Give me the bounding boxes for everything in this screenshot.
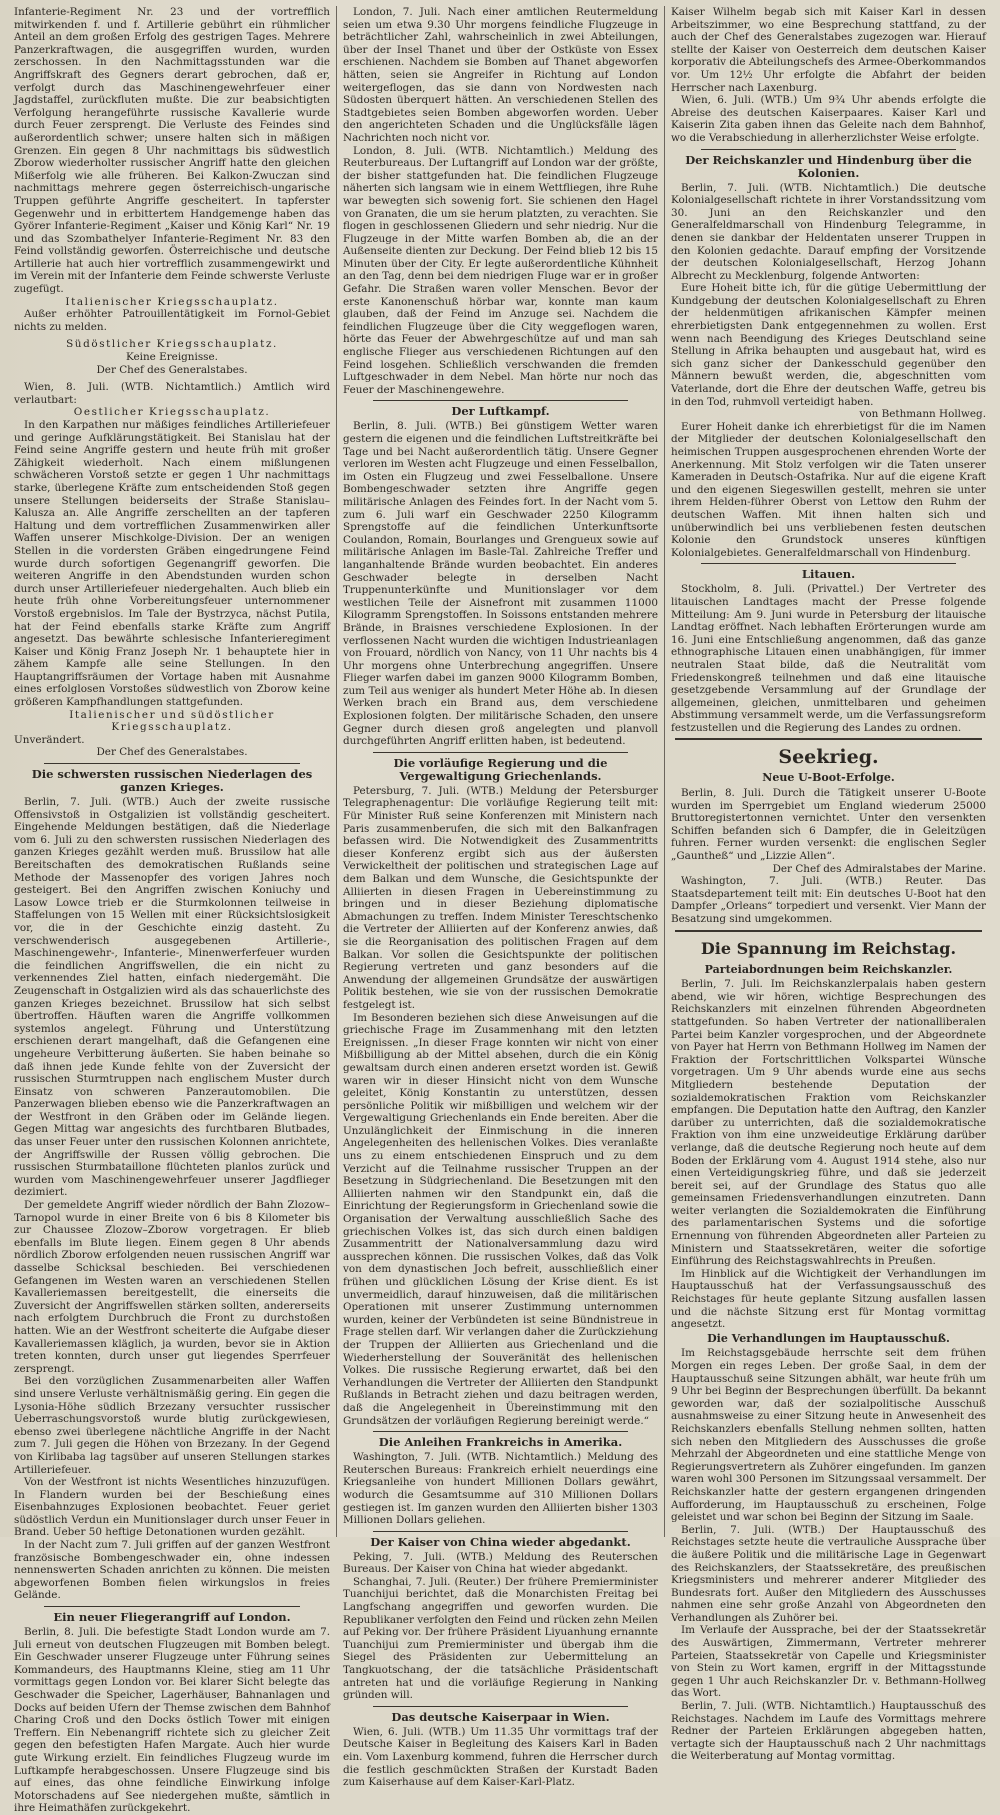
divider bbox=[373, 400, 628, 401]
article-paragraph: Keine Ereignisse. bbox=[126, 351, 218, 364]
article-paragraph: Der gemeldete Angriff wieder nördlich der Bahn Zlozow–Tarnopol wurde in einer Breite von 6 bis 8 Kilometer bis zur Chaussee Zlozow–Zborow vorgetragen. Er blieb ebenfalls im Blute liegen. Einem gegen 8 Uhr abends nördlich Zborow erfolgenden neuen russischen Angriff war dasselbe Schicksal beschieden. Bei verschiedenen Gefangenen im Westen waren an verschiedenen Stellen Kavalleriemassen bereitgestellt, die einerseits die Zuversicht der Angriffswellen stärken sollten, andererseits nach erfolgtem Durchbruch die Front zu durchstoßen hatten. Wie an der Westfront scheiterte die Aufgabe dieser Kavalleriemassen kläglich, ja wurden, bevor sie in Aktion treten konnten, durch unser gut liegendes Sperrfeuer zersprengt. bbox=[14, 1199, 330, 1375]
article-paragraph: Im Verlaufe der Aussprache, bei der der Staatssekretär des Auswärtigen, Zimmermann, Vertreter mehrerer Parteien, Staatssekretär von Capelle und Kriegsminister von Stein zu Wort kamen, ergriff in der Mittagsstunde gegen 1 Uhr auch Reichskanzler Dr. v. Bethmann-Hollweg das Wort. bbox=[671, 1624, 986, 1700]
article-paragraph: Berlin, 8. Juli. (WTB.) Bei günstigem Wetter waren gestern die eigenen und die feindlichen Luftstreitkräfte bei Tage und bei Nacht außerordentlich tätig. Unsere Gegner verloren im Westen acht Flugzeuge und einen Fesselballon, im Osten ein Flugzeug und zwei Fesselballone. Unsere Bombengeschwader setzten ihre Angriffe gegen militärische Anlagen des Feindes fort. In der Nacht vom 5. zum 6. Juli warf ein Geschwader 2250 Kilogramm Sprengstoffe auf die feindlichen Unterkunftsorte Coulandon, Romain, Bourlanges und Grengueux sowie auf militärische Anlagen im Basle-Tal. Zahlreiche Treffer und langanhaltende Brände wurden beobachtet. Ein anderes Geschwader belegte in derselben Nacht Truppenunterkünfte und Munitionslager vor dem westlichen Teile der Aisnefront mit zusammen 11000 Kilogramm Sprengstoffen. In Soissons entstanden mehrere Brände, in Braisnes verschiedene Explosionen. In der verflossenen Nacht wurden die wichtigen Industrieanlagen von Frouard, nördlich von Nancy, von 11 Uhr nachts bis 4 Uhr morgens ohne Unterbrechung angegriffen. Unsere Flieger warfen dabei im ganzen 9000 Kilogramm Bomben, zum Teil aus weniger als hundert Meter Höhe ab. In diesen Werken brach ein Brand aus, dem verschiedene Explosionen folgten. Der militärische Schaden, den unsere Gegner durch diesen groß angelegten und planvoll durchgeführten Angriff erlitten haben, ist bedeutend. bbox=[343, 420, 658, 748]
article-paragraph: Bei den vorzüglichen Zusammenarbeiten aller Waffen sind unsere Verluste verhältnismäßig gering. Ein gegen die Lysonia-Höhe südlich Brzezany versuchter russischer Ueberraschungsvorstoß wurde blutig zurückgewiesen, ebenso zwei überlegene nächtliche Angriffe in der Nacht zum 7. Juli gegen die Höhen von Brzezany. In der Gegend von Kirlibaba lag tagsüber auf unseren Stellungen starkes Artilleriefeuer. bbox=[14, 1375, 330, 1476]
article-paragraph: Eurer Hoheit danke ich ehrerbietigst für die im Namen der Mitglieder der deutschen Kolonialgesellschaft den heimischen Truppen ausgesprochenen ehrenden Worte der Anerkennung. Mit Stolz verfolgen wir die Taten unserer Kameraden in Deutsch-Ostafrika. Nur auf die eigene Kraft und den eigenen Siegeswillen gestellt, mehren sie unter ihrem Helden-führer Oberst von Lettow den Ruhm der deutschen Waffen. Mit ihnen halten sich und unüberwindlich bei uns verbliebenen festen deutschen Kolonie den Grundstock unseres künftigen Kolonialgebietes. Generalfeldmarschall von Hindenburg. bbox=[671, 420, 986, 559]
section-heading: Oestlicher Kriegsschauplatz. bbox=[73, 406, 271, 419]
article-headline: Der Reichskanzler und Hindenburg über die Kolonien. bbox=[685, 152, 972, 180]
article-paragraph: Im Besonderen beziehen sich diese Anweisungen auf die griechische Frage im Zusammenhang mit den letzten Ereignissen. „In dieser Frage konnten wir nicht von einer Mißbilligung ab der Mittel absehen, durch die ein König gewaltsam durch einen anderen ersetzt worden ist. Gewiß waren wir in dieser Hinsicht nicht von dem Wunsche geleitet, König Konstantin zu unterstützen, dessen persönliche Politik wir mißbilligen und welchem wir der Vergewaltigung Griechenlands ein Ende bereiten. Aber die Unzulänglichkeit der Einmischung in die inneren Angelegenheiten des hellenischen Volkes. Dies veranlaßte uns zu einem entschiedenen Einspruch und zu dem Verzicht auf die Teilnahme russischer Truppen an der Besetzung in Südgriechenland. Die Besetzungen mit den Alliierten nahmen wir den Standpunkt ein, daß die Einrichtung der Regierungsform in Griechenland sowie die Organisation der Verwaltung ausschließlich Sache des griechischen Volkes ist, das sich durch einen baldigen Zusammentritt der Nationalversammlung dazu wird aussprechen können. Die russischen Volkes, daß das Volk von dem dynastischen Joch befreit, ausschließlich einer frühen und glücklichen Lösung der Krise dient. Es ist unvermeidlich, darauf hinzuweisen, daß die militärischen Operationen mit unserer Zustimmung unternommen wurden, keiner der Verbündeten ist seine Bündnistreue in Frage stellen darf. Wir verlangen daher die Zurückziehung der Truppen der Alliierten aus Griechenland und die Wiederherstellung der Souveränität des hellenischen Volkes. Die russische Regierung erwartet, daß bei den Verhandlungen die Vertreter der Alliierten den Standpunkt Rußlands in Betracht ziehen und dazu beitragen werden, daß die Angelegenheit in Übereinstimmung mit den Grundsätzen der vorläufigen Regierung bereinigt werde.“ bbox=[343, 1011, 658, 1427]
divider bbox=[701, 149, 956, 150]
signature: Der Chef des Admiralstabes der Marine. bbox=[772, 862, 986, 875]
article-paragraph: Von der Westfront ist nichts Wesentliches hinzuzufügen. In Flandern wurden bei der Beschießung eines Eisenbahnzuges Explosionen beobachtet. Feuer geriet südöstlich Verdun ein Munitionslager durch unser Feuer in Brand. Ueber 50 heftige Detonationen wurden gezählt. bbox=[14, 1476, 330, 1539]
section-heading: Südöstlicher Kriegsschauplatz. bbox=[66, 338, 278, 351]
article-paragraph: Berlin, 7. Juli. Im Reichskanzlerpalais haben gestern abend, wie wir hören, wichtige Besprechungen des Reichskanzlers mit einzelnen führenden Abgeordneten stattgefunden. So haben Vertreter der nationalliberalen Partei beim Kanzler vorgesprochen, und der Abgeordnete von Payer hat Herrn von Bethmann Hollweg im Namen der Fraktion der Fortschrittlichen Volkspartei Wünsche vorgetragen. Um 9 Uhr abends wurde eine aus sechs Mitgliedern bestehende Deputation der sozialdemokratischen Fraktion vom Reichskanzler empfangen. Die Deputation hatte den Auftrag, den Kanzler darüber zu unterrichten, daß die sozialdemokratische Fraktion von ihm eine unzweideutige Erklärung darüber verlange, daß die deutsche Regierung noch heute auf dem Boden der Erklärung vom 4. August 1914 stehe, also nur einen Verteidigungskrieg führe, und daß sie jederzeit bereit sei, auf der Grundlage des Status quo alle gemeinsamen Friedensverhandlungen einzutreten. Dann weiter verlangten die Sozialdemokraten die Einführung des parlamentarischen Systems und die sofortige Ernennung von führenden Abgeordneten aller Parteien zu Ministern und Staatssekretären, weiter die sofortige Einführung des Reichstagswahlrechts in Preußen. bbox=[671, 978, 986, 1268]
article-paragraph: Berlin, 7. Juli. (WTB.) Auch der zweite russische Offensivstoß in Ostgalizien ist vollständig gescheitert. Eingehende Meldungen bestätigen, daß die Niederlage vom 6. Juli zu den schwersten russischen Niederlagen des ganzen Krieges gezählt werden muß. Brussilow hat alle Bereitschaften des demokratischen Rußlands seine Methode der Massenopfer des vorigen Jahres noch gesteigert. Bei den Angriffen zwischen Koniuchy und Lasow Lowce trieb er die Sturmkolonnen teilweise in Staffelungen von 15 Wellen mit einer Rücksichtslosigkeit vor, die in der Geschichte einzig dasteht. Zu verschwenderisch ausgegebenen Artillerie-, Maschinengewehr-, Infanterie-, Minenwerferfeuer wurden die feindlichen Angriffswellen, die ein nicht zu verkennendes Ziel hatten, einfach niedergemäht. Die Zeugenschaft in Ostgalizien wird als das schauerlichste des ganzen Krieges bezeichnet. Brussilow hat sich selbst übertroffen. Häuften waren die Angriffe vollkommen systemlos angelegt. Führung und Unterstützung erschienen derart mangelhaft, daß die Gefangenen eine ungeheure Verbitterung äußerten. Sie haben beinahe so daß ihnen jede Kunde fehlte von der Zuversicht der russischen Sturmtruppen nach englischem Muster durch Einsatz von schweren Panzerautomobilen. Die Panzerwagen blieben ebenso wie die Panzerkraftwagen an der Westfront in den Gräben oder im Gelände liegen. Gegen Mittag war angesichts des furchtbaren Blutbades, das unser Feuer unter den russischen Kolonnen anrichtete, der Angriffswille der Russen völlig gebrochen. Die russischen Sturmbataillone flüchteten planlos zurück und wurden vom Maschinengewehrfeuer unserer Jagdflieger dezimiert. bbox=[14, 796, 330, 1199]
divider bbox=[373, 1706, 628, 1707]
article-paragraph: Berlin, 8. Juli. Durch die Tätigkeit unserer U-Boote wurden im Sperrgebiet um England wiederum 25000 Bruttoregistertonnen vernichtet. Unter den versenkten Schiffen befanden sich 6 Dampfer, die in Geleitzügen fuhren. Ferner wurden versenkt: die englischen Segler „Gauntheß“ und „Lizzie Allen“. bbox=[671, 787, 986, 863]
article-paragraph: Wien, 6. Juli. (WTB.) Um 9¾ Uhr abends erfolgte die Abreise des deutschen Kaiserpaares. Kaiser Karl und Kaiserin Zita gaben ihnen das Geleite nach dem Bahnhof, wo die Verabschiedung in allerherzlichster Weise erfolgte. bbox=[671, 94, 986, 144]
section-headline: Seekrieg. bbox=[778, 746, 879, 769]
article-paragraph: Washington, 7. Juli. (WTB.) Reuter. Das Staatsdepartement teilt mit: Ein deutsches U-Boot hat den Dampfer „Orleans“ torpediert und versenkt. Vier Mann der Besatzung sind umgekommen. bbox=[671, 875, 986, 925]
divider bbox=[675, 930, 982, 932]
article-paragraph: Wien, 6. Juli. (WTB.) Um 11.35 Uhr vormittags traf der Deutsche Kaiser in Begleitung des Kaisers Karl in Baden ein. Vom Laxenburg kommend, fuhren die Herrscher durch die festlich geschmückten Straßen der Kurstadt Baden zum Kaiserhause auf dem Kaiser-Karl-Platz. bbox=[343, 1725, 658, 1789]
article-paragraph: Berlin, 8. Juli. Die befestigte Stadt London wurde am 7. Juli erneut von deutschen Flugzeugen mit Bomben belegt. Ein Geschwader unserer Flugzeuge unter Führung seines Kommandeurs, des Hauptmanns Kleine, stieg am 11 Uhr vormittags gegen London vor. Bei klarer Sicht belegte das Geschwader die Speicher, Lagerhäuser, Bahnanlagen und Docks auf beiden Ufern der Themse zwischen dem Bahnhof Charing Croß und den Docks östlich Tower mit einigen Treffern. Ein Nebenangriff richtete sich zu gleicher Zeit gegen den befestigten Hafen Margate. Auch hier wurde gute Wirkung erzielt. Ein feindliches Flugzeug wurde im Luftkampfe herabgeschossen. Unsere Flugzeuge sind bis auf eines, das ohne feindliche Einwirkung infolge Motorschadens auf See niedergehen mußte, sämtlich in ihre Heimathäfen zurückgekehrt. bbox=[14, 1626, 330, 1815]
article-paragraph: Im Hinblick auf die Wichtigkeit der Verhandlungen im Hauptausschuß hat der Verfassungsausschuß des Reichstages für heute geplante Sitzung ausfallen lassen und die nächste Sitzung erst für Montag vormittag angesetzt. bbox=[671, 1267, 986, 1331]
article-paragraph: In der Nacht zum 7. Juli griffen auf der ganzen Westfront französische Bombengeschwader ein, ohne indessen nennenswerten Schaden anrichten zu können. Die meisten abgeworfenen Bomben fielen wirkungslos in freies Gelände. bbox=[14, 1539, 330, 1602]
divider bbox=[675, 738, 982, 740]
article-paragraph: Infanterie-Regiment Nr. 23 und der vortrefflich mitwirkenden f. und f. Artillerie gebührt ein rühmlicher Anteil an dem großen Erfolg des gestrigen Tages. Mehrere Panzerkraftwagen, die ausgegriffen wurden, wurden zerschossen. In den Nachmittagsstunden war die Angriffskraft des Gegners derart gebrochen, daß er, verfolgt durch das Maschinengewehrfeuer einer Jagdstaffel, zurückfluten mußte. Die zur beabsichtigten Verfolgung herangeführte russische Kavallerie wurde durch Feuer zersprengt. Die Verluste des Feindes sind außerordentlich schwer; unsere halten sich in mäßigen Grenzen. Ein gegen 8 Uhr nachmittags bis südwestlich Zborow wiederholter russischer Angriff hatte den gleichen Mißerfolg wie alle früheren. Bei Kalkon-Zwuczan sind nachmittags mehrere gegen österreichisch-ungarische Truppen geführte Angriffe gescheitert. In tapferster Gegenwehr und in erbittertem Handgemenge haben das Györer Infanterie-Regiment „Kaiser und König Karl“ Nr. 19 und das Szombathelyer Infanterie-Regiment Nr. 83 den Feind vollständig geworfen. Österreichische und deutsche Artillerie hat auch hier vortrefflich zusammengewirkt und im Verein mit der Infanterie dem Feinde schwerste Verluste zugefügt. bbox=[14, 6, 330, 296]
article-paragraph: Wien, 8. Juli. (WTB. Nichtamtlich.) Amtlich wird verlautbart: bbox=[14, 381, 330, 406]
article-paragraph: London, 7. Juli. Nach einer amtlichen Reutermeldung seien um etwa 9.30 Uhr morgens feindliche Flugzeuge in beträchtlicher Zahl, wahrscheinlich in zwei Abteilungen, über der Insel Thanet und über der Ostküste von Essex erschienen. Nachdem sie Bomben auf Thanet abgeworfen hätten, seien sie Angreifer in Richtung auf London weitergeflogen, das sie dann von Nordwesten nach Südosten überquert hätten. An verschiedenen Stellen des Stadtgebietes seien Bomben abgeworfen worden. Ueber den angerichteten Schaden und die Unglücksfälle lägen Nachrichten noch nicht vor. bbox=[343, 6, 658, 144]
article-paragraph: Im Reichstagsgebäude herrschte seit dem frühen Morgen ein reges Leben. Der große Saal, in dem der Hauptausschuß seine Sitzungen abhält, war heute früh um 9 Uhr bei Beginn der Besprechungen überfüllt. Da bekannt geworden war, daß der sozialpolitische Ausschuß ausnahmsweise zu einer Sitzung heute in Anwesenheit des Reichskanzlers ebenfalls Stellung nehmen sollten, hatten sich neben den Mitgliedern des Ausschusses die große Mehrzahl der Abgeordneten und eine stattliche Menge von Regierungsvertretern als Zuhörer eingefunden. Im ganzen waren wohl 300 Personen im Sitzungssaal versammelt. Der Reichskanzler hatte der gestern ergangenen dringenden Aufforderung, im Hauptausschuß zu erscheinen, Folge geleistet und war schon bei Beginn der Sitzung im Saale. bbox=[671, 1347, 986, 1524]
divider bbox=[701, 563, 956, 564]
article-subheadline: Die Verhandlungen im Hauptausschuß. bbox=[707, 1331, 950, 1345]
article-paragraph: Außer erhöhter Patrouillentätigkeit im Fornol-Gebiet nichts zu melden. bbox=[14, 308, 330, 333]
article-subheadline: Parteiabordnungen beim Reichskanzler. bbox=[704, 962, 953, 976]
article-headline: Das deutsche Kaiserpaar in Wien. bbox=[391, 1709, 610, 1724]
article-paragraph: Berlin, 7. Juli. (WTB. Nichtamtlich.) Die deutsche Kolonialgesellschaft richtete in ihrer Vorstandssitzung vom 30. Juni an den Reichskanzler und den Generalfeldmarschall von Hindenburg Telegramme, in denen sie dankbar der Heldentaten unserer Truppen in den Kolonien gedachte. Darauf empfing der Vorsitzende der deutschen Kolonialgesellschaft, Herzog Johann Albrecht zu Mecklenburg, folgende Antworten: bbox=[671, 181, 986, 282]
column-3 bbox=[664, 6, 992, 1763]
divider bbox=[44, 1606, 300, 1607]
article-paragraph: Washington, 7. Juli. (WTB. Nichtamtlich.) Meldung des Reuterschen Bureaus: Frankreich erhielt neuerdings eine Kriegsanleihe von hundert Millionen Dollars gewährt, wodurch die Gesamtsumme auf 310 Millionen Dollars gestiegen ist. Im ganzen wurden den Alliierten bisher 1303 Millionen Dollars geliehen. bbox=[343, 1451, 658, 1527]
divider bbox=[44, 763, 300, 764]
divider bbox=[373, 752, 628, 753]
article-paragraph: Peking, 7. Juli. (WTB.) Meldung des Reuterschen Bureaus. Der Kaiser von China hat wieder abgedankt. bbox=[343, 1550, 658, 1576]
article-headline: Die vorläufige Regierung und die Vergewaltigung Griechenlands. bbox=[393, 755, 608, 783]
article-paragraph: Eure Hoheit bitte ich, für die gütige Uebermittlung der Kundgebung der deutschen Kolonialgesellschaft zu Ehren der heldenmütigen afrikanischen Kämpfer meinen ehrerbietigsten Dank entgegennehmen zu wollen. Erst wenn nach Beendigung des Krieges Deutschland seine Stellung in Afrika behaupten und ausgebaut hat, wird es sich ganz sicher der Dankesschuld gegenüber den Männern bewußt werden, die, abgeschnitten vom Vaterlande, dort die Ehre der deutschen Waffe, getreu bis in den Tod, ruhmvoll verteidigt haben. bbox=[671, 282, 986, 408]
article-headline: Der Luftkampf. bbox=[451, 404, 550, 419]
signature: Der Chef des Generalstabes. bbox=[96, 363, 248, 376]
section-headline: Die Spannung im Reichstag. bbox=[700, 938, 957, 958]
section-heading: Italienischer Kriegsschauplatz. bbox=[65, 295, 279, 308]
divider bbox=[373, 1431, 628, 1432]
article-headline: Die Anleihen Frankreichs in Amerika. bbox=[378, 1435, 623, 1450]
article-headline: Die schwersten russischen Niederlagen des ganzen Krieges. bbox=[31, 767, 313, 795]
article-paragraph: London, 8. Juli. (WTB. Nichtamtlich.) Meldung des Reuterbureaus. Der Luftangriff auf London war der größte, der bisher stattgefunden hat. Die feindlichen Flugzeuge näherten sich langsam wie in einem Wettfliegen, ihre Ruhe war bewegten sich sowenig fort. Sie schienen den Hagel von Granaten, die um sie herum platzten, zu verachten. Sie flogen in geschlossenen Gliedern und sehr niedrig. Nur die Flugzeuge in der Mitte warfen Bomben ab, die an der Außenseite dienten zur Deckung. Der Feind blieb 12 bis 15 Minuten über der City. Er legte außerordentliche Kühnheit an den Tag, denn bei dem niedrigen Fluge war er in großer Gefahr. Die Straßen waren voller Menschen. Bevor der erste Kanonenschuß hörbar war, konnte man kaum glauben, daß der Feind im Anzuge sei. Nachdem die feindlichen Flugzeuge über die City weggeflogen waren, hörte das Feuer der Abwehrgeschütze auf und man sah englische Flieger aus verschiedenen Richtungen auf den Feind losgehen. Schließlich verschwanden die fremden Luftgeschwader in dem Nebel. Man hörte nur noch das Feuer der Maschinengewehre. bbox=[343, 144, 658, 396]
article-headline: Litauen. bbox=[801, 567, 856, 582]
article-paragraph: Schanghai, 7. Juli. (Reuter.) Der frühere Premierminister Tuanchijui berichtet, daß die Monarchisten Freitag bei Langfschang angegriffen und geworfen wurden. Die Republikaner verfolgten den Feind und rücken zehn Meilen auf Peking vor. Der frühere Präsident Liyuanhung ernannte Tuanchijui zum Premierminister und übergab ihm die Siegel des Präsidenten zur Uebermittelung an Tangkuotschang, der die tatsächliche Präsidentschaft antreten hat und die vorläufige Regierung in Nanking gründen will. bbox=[343, 1575, 658, 1702]
article-subheadline: Neue U-Boot-Erfolge. bbox=[762, 771, 895, 785]
column-1 bbox=[8, 6, 336, 1815]
column-2 bbox=[336, 6, 664, 1789]
article-paragraph: Kaiser Wilhelm begab sich mit Kaiser Karl in dessen Arbeitszimmer, wo eine Besprechung stattfand, zu der auch der Chef des Generalstabes zugezogen war. Hierauf stellte der Kaiser von Oesterreich dem deutschen Kaiser korporativ die Abteilungschefs des Armee-Oberkommandos vor. Um 12½ Uhr erfolgte die Abfahrt der beiden Herrscher nach Laxenburg. bbox=[671, 6, 986, 94]
article-headline: Ein neuer Fliegerangriff auf London. bbox=[53, 1610, 291, 1625]
article-paragraph: Stockholm, 8. Juli. (Privattel.) Der Vertreter des litauischen Landtages macht der Presse folgende Mitteilung: Am 9. Juni wurde in Petersburg der litauische Landtag eröffnet. Nach lebhaften Erörterungen wurde am 16. Juni eine Entschließung angenommen, daß das ganze ethnographische Litauen einen unabhängigen, für immer neutralen Staat bilde, daß die Neutralität vom Friedenskongreß teilnehmen und daß eine litauische gesetzgebende Versammlung auf der Grundlage der allgemeinen, gleichen, unmittelbaren und geheimen Abstimmung versammelt werde, um die Verfassungsreform festzustellen und die Regierung des Landes zu ordnen. bbox=[671, 583, 986, 734]
article-headline: Der Kaiser von China wieder abgedankt. bbox=[370, 1534, 631, 1549]
article-paragraph: Unverändert. bbox=[14, 733, 85, 746]
article-paragraph: In den Karpathen nur mäßiges feindliches Artilleriefeuer und geringe Aufklärungstätigkeit. Bei Stanislau hat der Feind seine Angriffe gestern und heute früh mit großer Zähigkeit wiederholt. Nach einem mißlungenen schwächeren Vorstoß setzte er gegen 1 Uhr nachmittags starke, überlegene Kräfte zum entscheidenden Stoß gegen unsere Stellungen beiderseits der Straße Stanislau–Kalusza an. Alle Angriffe zerschellten an der tapferen Haltung und dem vortrefflichen Zusammenwirken aller Waffen unserer Mischkolge-Division. Der an wenigen Stellen in die vordersten Gräben eingedrungene Feind wurde durch sofortigen Gegenangriff geworfen. Die weiteren Angriffe in den Abendstunden wurden schon durch unser Artilleriefeuer niedergehalten. Auch blieb ein heute früh ohne Vorbereitungsfeuer unternommener Vorstoß ergebnislos. Im Tale der Bystrzyca, nächst Putila, hat der Feind ebenfalls starke Kräfte zum Angriff angesetzt. Das bewährte schlesische Infanterieregiment Kaiser und König Franz Joseph Nr. 1 behauptete hier in zähem Kampfe alle seine Stellungen. In den Hauptangriffsräumen der Vortage haben mit Ausnahme eines erfolglosen Vorstoßes südwestlich von Zborow keine größeren Kampfhandlungen stattgefunden. bbox=[14, 419, 330, 709]
signature: Der Chef des Generalstabes. bbox=[96, 746, 248, 759]
signature: von Bethmann Hollweg. bbox=[859, 408, 986, 421]
article-paragraph: Petersburg, 7. Juli. (WTB.) Meldung der Petersburger Telegraphenagentur: Die vorläufige Regierung teilt mit: Für Minister Ruß seine Konferenzen mit Ministern nach Paris zusammenberufen, die sich mit den Balkanfragen befassen wird. Die Notwendigkeit des Zusammentritts dieser Konferenz ergibt sich aus der äußersten Verwickeltheit der politischen und strategischen Lage auf dem Balkan und dem Wunsche, die Gesichtspunkte der Alliierten in diesen Fragen in Uebereinstimmung zu bringen und in dieser Beziehung diplomatische Abmachungen zu treffen. Indem Minister Tereschtschenko die Vertreter der Alliierten auf der Konferenz anwies, daß sie die Reorganisation des politischen Fragen auf dem Balkan. Vor sollen die Gesichtspunkte der politischen Regierung vertreten und ganz besonders auf die Anwendung der allgemeinen Grundsätze der auswärtigen Politik bestehen, wie sie von der russischen Demokratie festgelegt ist. bbox=[343, 784, 658, 1011]
section-heading: Italienischer und südöstlicher Kriegsschauplatz. bbox=[69, 708, 275, 734]
article-paragraph: Berlin, 7. Juli. (WTB.) Der Hauptausschuß des Reichstages setzte heute die vertrauliche Aussprache über die äußere Politik und die militärische Lage in Gegenwart des Reichskanzlers, der Staatssekretäre, des preußischen Kriegsministers und mehrerer anderer Mitglieder des Bundesrats fort. Außer den Mitgliedern des Ausschusses nahmen eine sehr große Anzahl von Abgeordneten den Verhandlungen als Zuhörer bei. bbox=[671, 1523, 986, 1624]
article-paragraph: Berlin, 7. Juli. (WTB. Nichtamtlich.) Hauptausschuß des Reichstages. Nachdem im Laufe des Vormittags mehrere Redner der Parteien Erklärungen abgegeben hatten, vertagte sich der Hauptausschuß nach 2 Uhr nachmittags die Weiterberatung auf Montag vormittag. bbox=[671, 1700, 986, 1763]
divider bbox=[373, 1531, 628, 1532]
